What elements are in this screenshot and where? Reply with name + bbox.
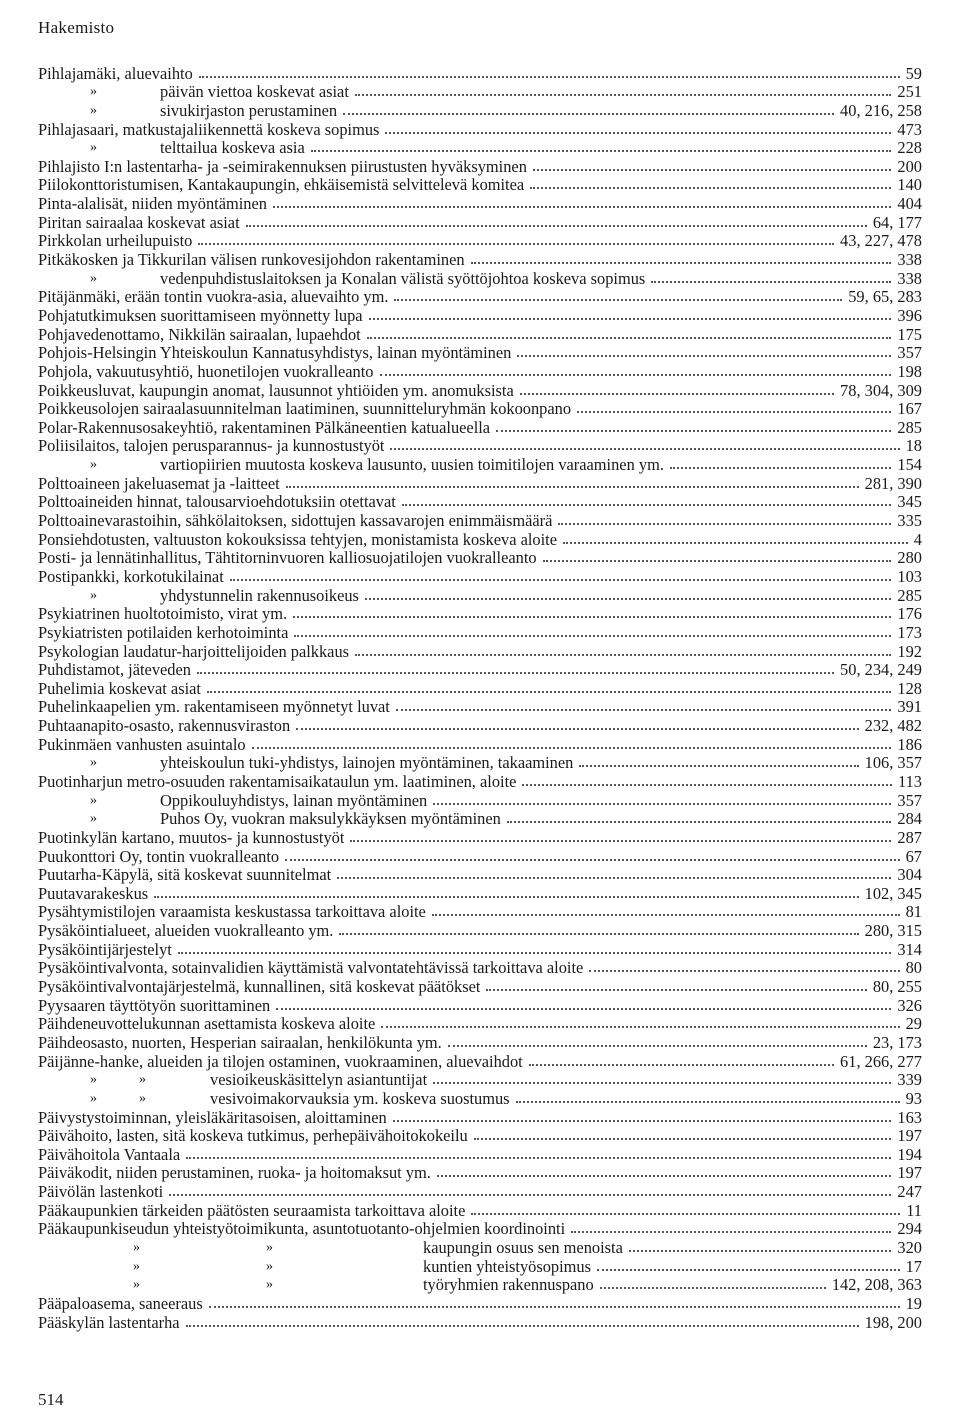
entry-pages: 280 [897, 548, 922, 568]
entry-pages: 314 [897, 939, 922, 959]
index-entry [38, 996, 922, 1015]
index-entry [38, 1089, 922, 1108]
entry-text: Psykiatristen potilaiden kerhotoiminta [38, 623, 289, 642]
entry-pages: 80 [905, 958, 922, 978]
index-entry [38, 1033, 922, 1052]
leader-dots [186, 1157, 891, 1159]
leader-dots [651, 281, 891, 283]
leader-dots [517, 355, 891, 357]
entry-pages: 163 [897, 1107, 922, 1127]
leader-dots [471, 262, 892, 264]
entry-text: Pinta-alalisät, niiden myöntäminen [38, 195, 267, 214]
leader-dots [337, 877, 891, 879]
leader-dots [365, 598, 891, 600]
leader-dots [486, 989, 866, 991]
entry-pages: 64, 177 [872, 212, 922, 232]
entry-text: Pohjavedenottamo, Nikkilän sairaalan, lupaehdot [38, 325, 361, 344]
entry-text: kaupungin osuus sen menoista [423, 1239, 623, 1257]
leader-dots [543, 560, 892, 562]
leader-dots [402, 504, 892, 506]
entry-pages: 67 [905, 846, 922, 866]
index-entry [38, 735, 922, 754]
leader-dots [396, 709, 892, 711]
entry-text: yhteiskoulun tuki-yhdistys, lainojen myöntäminen, takaaminen [160, 754, 574, 773]
entry-text: yhdystunnelin rakennusoikeus [160, 586, 359, 605]
index-entry [38, 847, 922, 866]
leader-dots [169, 1194, 891, 1196]
entry-text: Pohjola, vakuutusyhtiö, huonetilojen vuokralleanto [38, 362, 374, 381]
entry-pages: 232, 482 [864, 716, 922, 736]
ditto-mark: » [90, 792, 97, 808]
index-entry [38, 1182, 922, 1201]
entry-text: Puotinkylän kartano, muutos- ja kunnostustyöt [38, 828, 345, 847]
leader-dots [433, 803, 891, 805]
leader-dots [367, 337, 892, 339]
entry-pages: 186 [897, 734, 922, 754]
entry-pages: 357 [897, 790, 922, 810]
entry-text: Pysähtymistilojen varaamista keskustassa tarkoittava aloite [38, 903, 426, 922]
leader-dots [516, 1101, 900, 1103]
leader-dots [530, 187, 891, 189]
index-entry [38, 232, 922, 251]
leader-dots [339, 933, 858, 935]
entry-pages: 335 [897, 511, 922, 531]
entry-pages: 304 [897, 865, 922, 885]
entry-pages: 50, 234, 249 [840, 660, 922, 680]
entry-text: Polttoainevarastoihin, sähkölaitoksen, sidottujen kassavarojen enimmäismäärä [38, 512, 553, 531]
index-entry [38, 791, 922, 810]
leader-dots [394, 299, 842, 301]
leader-dots [433, 1082, 891, 1084]
entry-pages: 78, 304, 309 [840, 380, 922, 400]
ditto-mark: » [90, 457, 97, 473]
leader-dots [186, 1325, 859, 1327]
entry-pages: 198 [897, 361, 922, 381]
entry-pages: 251 [897, 82, 922, 102]
leader-dots [563, 542, 908, 544]
leader-dots [529, 1064, 834, 1066]
entry-text: Polttoaineen jakeluasemat ja -laitteet [38, 474, 280, 493]
index-entry [38, 661, 922, 680]
index-entry [38, 679, 922, 698]
leader-dots [293, 616, 891, 618]
entry-pages: 80, 255 [872, 977, 922, 997]
leader-dots [380, 374, 892, 376]
entry-text: Oppikouluyhdistys, lainan myöntäminen [160, 791, 428, 810]
index-entry [38, 698, 922, 717]
index-entry [38, 586, 922, 605]
ditto-mark: » [90, 755, 97, 771]
leader-dots [276, 1008, 891, 1010]
entry-pages: 404 [897, 194, 922, 214]
leader-dots [385, 132, 891, 134]
index-entry [38, 511, 922, 530]
leader-dots [252, 747, 892, 749]
leader-dots [285, 859, 899, 861]
entry-pages: 19 [905, 1293, 922, 1313]
ditto-mark: » » [90, 1090, 146, 1106]
index-entry [38, 455, 922, 474]
index-entry [38, 1201, 922, 1220]
index-entry [38, 1164, 922, 1183]
leader-dots [198, 243, 834, 245]
entry-text: Pitäjänmäki, erään tontin vuokra-asia, aluevaihto ym. [38, 288, 389, 307]
leader-dots [600, 1287, 826, 1289]
leader-dots [178, 952, 892, 954]
ditto-mark: » » [133, 1240, 273, 1255]
entry-text: Puhdistamot, jäteveden [38, 661, 191, 680]
entry-text: Pysäköintivalvonta, sotainvalidien käyttämistä valvontatehtävissä tarkoittava aloite [38, 959, 584, 978]
index-entry [38, 139, 922, 158]
entry-text: vedenpuhdistuslaitoksen ja Konalan välistä syöttöjohtoa koskeva sopimus [160, 269, 646, 288]
index-list [38, 64, 922, 1332]
entry-pages: 113 [898, 771, 922, 791]
entry-text: päivän viettoa koskevat asiat [160, 83, 349, 102]
index-entry [38, 567, 922, 586]
entry-pages: 142, 208, 363 [831, 1275, 922, 1295]
entry-pages: 338 [897, 268, 922, 288]
leader-dots [533, 169, 892, 171]
entry-pages: 103 [897, 566, 922, 586]
leader-dots [437, 1175, 892, 1177]
index-entry [38, 474, 922, 493]
entry-pages: 198, 200 [864, 1312, 922, 1332]
entry-text: Puutarha-Käpylä, sitä koskevat suunnitelmat [38, 866, 332, 885]
index-entry [38, 250, 922, 269]
index-entry [38, 866, 922, 885]
index-entry [38, 269, 922, 288]
entry-pages: 228 [897, 138, 922, 158]
index-entry [38, 101, 922, 120]
index-entry [38, 306, 922, 325]
entry-text: Piritan sairaalaa koskevat asiat [38, 213, 240, 232]
entry-text: Päihdeneuvottelukunnan asettamista koskeva aloite [38, 1015, 376, 1034]
ditto-mark: » [90, 102, 97, 118]
entry-pages: 396 [897, 305, 922, 325]
entry-pages: 281, 390 [864, 473, 922, 493]
index-entry [38, 623, 922, 642]
ditto-mark: » » [90, 1072, 146, 1088]
index-entry [38, 1127, 922, 1146]
entry-text: Piilokonttoristumisen, Kantakaupungin, ehkäisemistä selvittelevä komitea [38, 176, 525, 195]
leader-dots [207, 691, 891, 693]
entry-text: työryhmien rakennuspano [423, 1276, 594, 1295]
entry-pages: 128 [897, 678, 922, 698]
entry-text: Pihlajamäki, aluevaihto [38, 64, 193, 83]
index-entry [38, 418, 922, 437]
entry-text: Puotinharjun metro-osuuden rakentamisaikataulun ym. laatiminen, aloite [38, 772, 517, 791]
index-entry [38, 921, 922, 940]
entry-text: kuntien yhteistyösopimus [423, 1257, 592, 1276]
leader-dots [558, 523, 891, 525]
entry-pages: 345 [897, 492, 922, 512]
entry-text: Puhelinkaapelien ym. rakentamiseen myönnetyt luvat [38, 698, 390, 717]
entry-pages: 320 [897, 1238, 922, 1257]
index-entry [38, 1015, 922, 1034]
index-entry [38, 716, 922, 735]
leader-dots [432, 914, 900, 916]
entry-pages: 40, 216, 258 [840, 100, 922, 120]
leader-dots [496, 430, 891, 432]
entry-text: Pääkaupunkiseudun yhteistyötoimikunta, asuntotuotanto-ohjelmien koordinointi [38, 1220, 566, 1239]
leader-dots [197, 672, 834, 674]
index-entry [38, 1052, 922, 1071]
index-entry [38, 903, 922, 922]
leader-dots [343, 113, 834, 115]
page-header: Hakemisto [38, 18, 115, 37]
leader-dots [522, 784, 892, 786]
entry-pages: 284 [897, 809, 922, 829]
index-entry [38, 1145, 922, 1164]
entry-pages: 11 [906, 1200, 922, 1220]
ditto-mark: » [90, 84, 97, 100]
index-entry [38, 1071, 922, 1090]
index-entry [38, 194, 922, 213]
entry-text: Puhos Oy, vuokran maksulykkäyksen myöntäminen [160, 810, 501, 829]
index-entry [38, 884, 922, 903]
entry-text: Poikkeusluvat, kaupungin anomat, lausunnot yhtiöiden ym. anomuksista [38, 381, 514, 400]
entry-text: Pukinmäen vanhusten asuintalo [38, 735, 246, 754]
entry-text: sivukirjaston perustaminen [160, 101, 338, 120]
entry-pages: 175 [897, 324, 922, 344]
leader-dots [390, 448, 899, 450]
entry-text: Pyysaaren täyttötyön suorittaminen [38, 996, 271, 1015]
entry-pages: 4 [913, 529, 922, 549]
index-entry [38, 1276, 922, 1295]
leader-dots [474, 1138, 892, 1140]
entry-text: Pihlajisto I:n lastentarha- ja -seimirakennuksen piirustusten hyväksyminen [38, 157, 527, 176]
index-entry [38, 642, 922, 661]
leader-dots [393, 1120, 892, 1122]
entry-text: Pääpaloasema, saneeraus [38, 1294, 203, 1313]
entry-pages: 391 [897, 697, 922, 717]
entry-pages: 176 [897, 604, 922, 624]
entry-pages: 194 [897, 1144, 922, 1164]
entry-text: Pääskylän lastentarha [38, 1313, 180, 1332]
index-entry [38, 549, 922, 568]
entry-text: Ponsiehdotusten, valtuuston kokouksissa tehtyjen, monistamista koskeva aloite [38, 530, 557, 549]
entry-pages: 326 [897, 995, 922, 1015]
entry-pages: 59, 65, 283 [848, 287, 922, 307]
entry-text: Puutavarakeskus [38, 884, 149, 903]
entry-pages: 167 [897, 399, 922, 419]
index-entry [38, 940, 922, 959]
index-entry [38, 157, 922, 176]
leader-dots [199, 76, 900, 78]
entry-pages: 93 [905, 1088, 922, 1108]
entry-pages: 287 [897, 827, 922, 847]
index-entry [38, 977, 922, 996]
index-entry [38, 288, 922, 307]
ditto-mark: » » [133, 1258, 273, 1274]
index-entry [38, 83, 922, 102]
leader-dots [296, 728, 858, 730]
entry-text: Poikkeusolojen sairaalasuunnitelman laatiminen, suunnitteluryhmän kokoonpano [38, 400, 572, 419]
entry-pages: 473 [897, 119, 922, 139]
entry-text: Päivystystoiminnan, yleisläkäritasoisen, aloittaminen [38, 1108, 387, 1127]
entry-text: Psykologian laudatur-harjoittelijoiden palkkaus [38, 642, 350, 661]
entry-text: Päivölän lastenkoti [38, 1183, 164, 1202]
entry-text: telttailua koskeva asia [160, 139, 305, 158]
index-entry [38, 605, 922, 624]
entry-text: vesivoimakorvauksia ym. koskeva suostumus [210, 1089, 510, 1108]
ditto-mark: » [90, 587, 97, 603]
entry-text: Päijänne-hanke, alueiden ja tilojen ostaminen, vuokraaminen, aluevaihdot [38, 1052, 523, 1071]
entry-text: Päivähoitola Vantaala [38, 1145, 181, 1164]
index-entry [38, 1238, 922, 1257]
entry-pages: 81 [905, 902, 922, 922]
entry-pages: 59 [905, 63, 922, 83]
entry-pages: 285 [897, 417, 922, 437]
leader-dots [286, 486, 859, 488]
entry-text: Päiväkodit, niiden perustaminen, ruoka- ja hoitomaksut ym. [38, 1164, 431, 1183]
index-entry [38, 213, 922, 232]
entry-pages: 339 [897, 1070, 922, 1090]
leader-dots [507, 821, 892, 823]
entry-pages: 43, 227, 478 [840, 231, 922, 251]
leader-dots [369, 318, 892, 320]
entry-pages: 280, 315 [864, 921, 922, 941]
ditto-mark: » [90, 270, 97, 286]
entry-text: Pohjois-Helsingin Yhteiskoulun Kannatusyhdistys, lainan myöntäminen [38, 344, 512, 363]
leader-dots [577, 411, 891, 413]
index-entry [38, 344, 922, 363]
leader-dots [589, 970, 899, 972]
entry-pages: 197 [897, 1126, 922, 1146]
entry-pages: 200 [897, 156, 922, 176]
entry-text: Poliisilaitos, talojen perusparannus- ja kunnostustyöt [38, 437, 385, 456]
entry-text: Puhelimia koskevat asiat [38, 679, 201, 698]
entry-pages: 61, 266, 277 [840, 1051, 922, 1071]
leader-dots [471, 1213, 900, 1215]
entry-pages: 285 [897, 585, 922, 605]
entry-pages: 173 [897, 622, 922, 642]
leader-dots [629, 1250, 892, 1252]
entry-text: Psykiatrinen huoltotoimisto, virat ym. [38, 605, 288, 624]
entry-pages: 102, 345 [864, 883, 922, 903]
index-entry [38, 176, 922, 195]
leader-dots [597, 1269, 900, 1271]
entry-pages: 23, 173 [872, 1032, 922, 1052]
index-entry [38, 64, 922, 83]
index-entry [38, 400, 922, 419]
entry-text: Päivähoito, lasten, sitä koskeva tutkimus, perhepäivähoitokokeilu [38, 1127, 468, 1146]
entry-text: Pääkaupunkien tärkeiden päätösten seuraamista tarkoittava aloite [38, 1201, 466, 1220]
leader-dots [273, 206, 891, 208]
entry-text: Pysäköintialueet, alueiden vuokralleanto ym. [38, 922, 334, 941]
index-entry [38, 381, 922, 400]
index-entry [38, 493, 922, 512]
ditto-mark: » [90, 140, 97, 156]
entry-text: Puukonttori Oy, tontin vuokralleanto [38, 847, 280, 866]
entry-text: Polttoaineiden hinnat, talousarvioehdotuksiin otettavat [38, 493, 396, 512]
entry-pages: 357 [897, 343, 922, 363]
entry-text: Polar-Rakennusosakeyhtiö, rakentaminen Pälkäneentien katualueella [38, 418, 491, 437]
index-entry [38, 437, 922, 456]
entry-text: Pohjatutkimuksen suorittamiseen myönnetty lupa [38, 306, 363, 325]
leader-dots [579, 765, 858, 767]
entry-text: Posti- ja lennätinhallitus, Tähtitorninvuoren kalliosuojatilojen vuokralleanto [38, 549, 537, 568]
leader-dots [209, 1306, 900, 1308]
entry-text: vesioikeuskäsittelyn asiantuntijat [210, 1071, 428, 1090]
ditto-mark: » [90, 811, 97, 827]
index-entry [38, 754, 922, 773]
leader-dots [355, 654, 891, 656]
index-entry [38, 828, 922, 847]
entry-text: Pitkäkosken ja Tikkurilan välisen runkovesijohdon rakentaminen [38, 251, 465, 270]
entry-text: Pirkkolan urheilupuisto [38, 232, 193, 251]
entry-text: Pihlajasaari, matkustajaliikennettä koskeva sopimus [38, 120, 380, 139]
leader-dots [448, 1045, 867, 1047]
entry-text: Puhtaanapito-osasto, rakennusviraston [38, 717, 291, 736]
entry-pages: 18 [905, 436, 922, 456]
leader-dots [230, 579, 892, 581]
entry-pages: 29 [905, 1014, 922, 1034]
index-entry [38, 1108, 922, 1127]
entry-pages: 140 [897, 175, 922, 195]
entry-pages: 197 [897, 1163, 922, 1183]
entry-pages: 338 [897, 250, 922, 270]
index-entry [38, 810, 922, 829]
index-entry [38, 530, 922, 549]
ditto-mark: » » [133, 1277, 273, 1293]
entry-text: Postipankki, korkotukilainat [38, 567, 224, 586]
entry-pages: 106, 357 [864, 753, 922, 773]
entry-pages: 247 [897, 1182, 922, 1202]
index-entry [38, 1257, 922, 1276]
entry-pages: 192 [897, 641, 922, 661]
leader-dots [294, 635, 891, 637]
index-entry [38, 362, 922, 381]
leader-dots [355, 94, 892, 96]
leader-dots [154, 896, 858, 898]
index-entry [38, 1313, 922, 1332]
leader-dots [311, 150, 892, 152]
index-entry [38, 120, 922, 139]
leader-dots [381, 1026, 899, 1028]
entry-pages: 294 [897, 1219, 922, 1239]
entry-text: Pysäköintivalvontajärjestelmä, kunnallinen, sitä koskevat päätökset [38, 978, 481, 997]
entry-pages: 154 [897, 455, 922, 475]
index-entry [38, 1220, 922, 1239]
entry-text: Pysäköintijärjestelyt [38, 940, 172, 959]
entry-text: vartiopiirien muutosta koskeva lausunto, uusien toimitilojen varaaminen ym. [160, 456, 664, 475]
leader-dots [520, 393, 834, 395]
entry-text: Päihdeosasto, nuorten, Hesperian sairaalan, henkilökunta ym. [38, 1033, 442, 1052]
leader-dots [350, 840, 891, 842]
page-number: 514 [38, 1390, 64, 1409]
leader-dots [246, 225, 867, 227]
index-entry [38, 959, 922, 978]
entry-pages: 17 [905, 1256, 922, 1276]
index-entry [38, 325, 922, 344]
index-entry [38, 772, 922, 791]
leader-dots [670, 467, 891, 469]
leader-dots [571, 1231, 891, 1233]
index-entry [38, 1294, 922, 1313]
